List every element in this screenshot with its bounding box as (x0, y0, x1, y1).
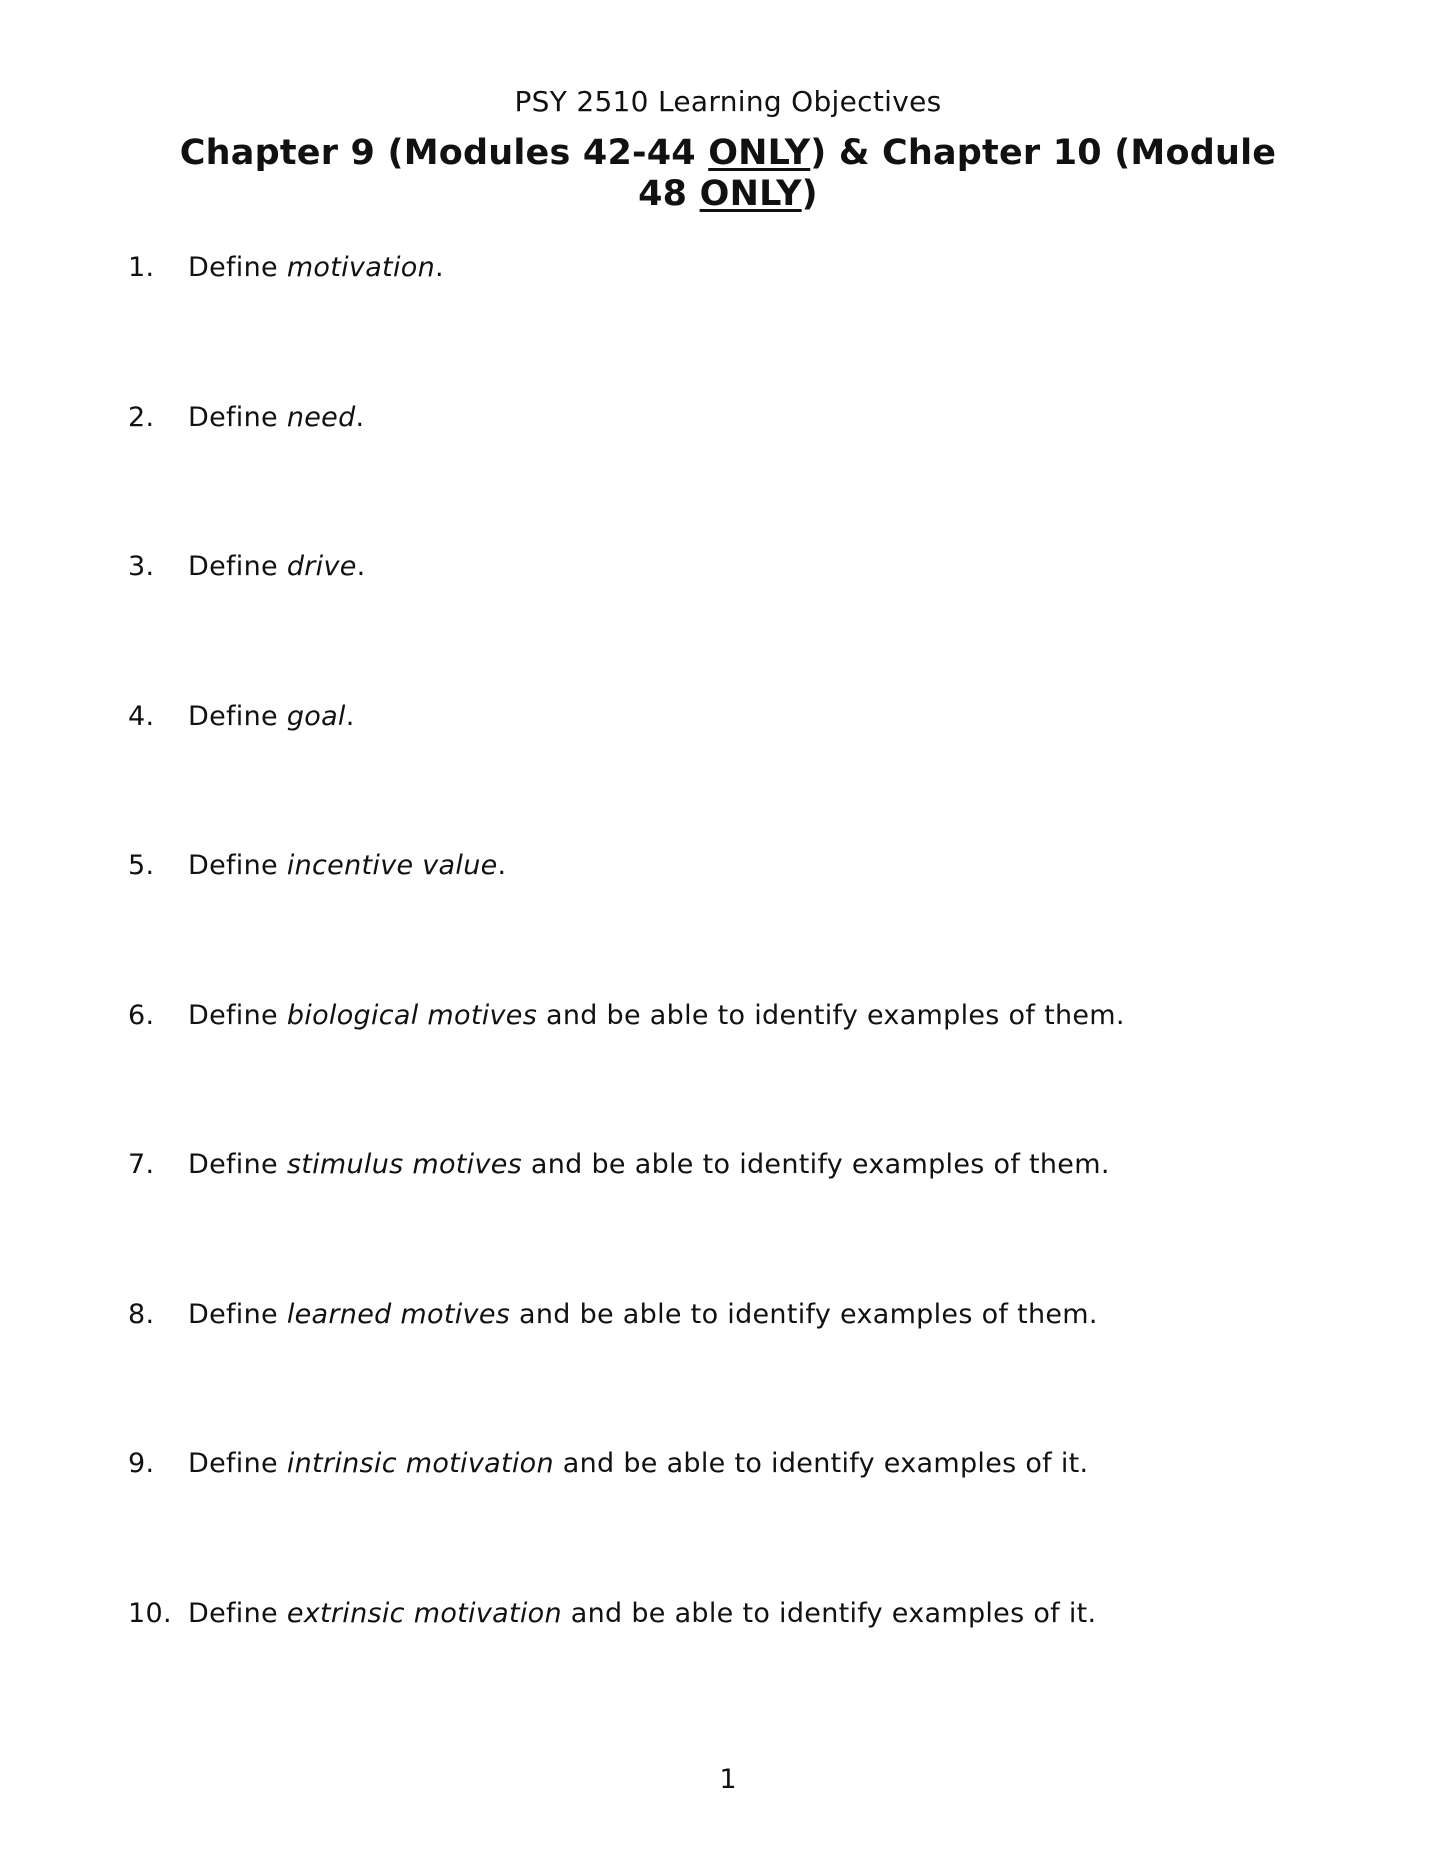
objective-number: 3. (128, 551, 155, 582)
chapter-heading (150, 133, 1306, 215)
objective-rest: . (497, 850, 507, 881)
objective-term: goal (286, 700, 346, 732)
objective-term: need (286, 401, 356, 433)
objective-term: drive (286, 551, 357, 582)
objective-term: biological motives (286, 999, 538, 1031)
objective-text (188, 1596, 1096, 1632)
objective-number: 4. (128, 700, 155, 732)
course-title: PSY 2510 Learning Objectives (514, 85, 942, 118)
objective-lead: Define (188, 999, 287, 1031)
objective-text (188, 699, 355, 735)
objective-text (188, 1446, 1088, 1482)
heading-part-1: Chapter 9 (Modules 42-44 (179, 133, 709, 173)
objective-rest: and be able to identify examples of it. (553, 1448, 1089, 1479)
objective-number: 5. (128, 850, 155, 881)
objective-number: 7. (128, 1149, 155, 1180)
objective-item (128, 250, 1328, 400)
objective-number: 2. (128, 401, 155, 433)
objective-lead: Define (188, 1448, 287, 1479)
objective-rest: and be able to identify examples of them. (522, 1149, 1110, 1180)
objective-number: 9. (128, 1448, 155, 1479)
objective-item (128, 549, 1328, 699)
objective-item (128, 699, 1328, 849)
heading-part-2: ) & Chapter 10 (Module 48 (638, 133, 1277, 214)
objective-item (128, 1147, 1328, 1297)
objective-number: 1. (128, 252, 155, 283)
objective-item (128, 1297, 1328, 1447)
objective-lead: Define (188, 1298, 287, 1330)
objective-lead: Define (188, 700, 287, 732)
objective-text (188, 1147, 1110, 1183)
heading-only-1: ONLY (708, 133, 811, 173)
objective-rest: and be able to identify examples of them. (510, 1298, 1098, 1330)
heading-only-2: ONLY (699, 174, 802, 214)
objective-rest: . (434, 252, 444, 283)
objective-item (128, 848, 1328, 998)
objective-lead: Define (188, 850, 287, 881)
objective-text (188, 549, 366, 585)
heading-part-3: ) (801, 174, 818, 214)
objective-number: 10. (128, 1597, 172, 1629)
objective-number: 8. (128, 1298, 155, 1330)
objective-text (188, 998, 1125, 1034)
objective-rest: . (356, 551, 366, 582)
objective-term: motivation (286, 252, 435, 283)
objective-term: incentive value (286, 850, 498, 881)
objective-rest: and be able to identify examples of them. (537, 999, 1125, 1031)
objective-term: stimulus motives (286, 1149, 523, 1180)
objective-term: learned motives (286, 1298, 511, 1330)
objective-lead: Define (188, 551, 287, 582)
objectives-list (128, 250, 1328, 1745)
objective-rest: . (355, 401, 365, 433)
objective-text (188, 400, 364, 436)
objective-rest: . (345, 700, 355, 732)
objective-lead: Define (188, 1597, 287, 1629)
objective-lead: Define (188, 252, 287, 283)
objective-term: intrinsic motivation (286, 1448, 554, 1479)
objective-item (128, 998, 1328, 1148)
objective-lead: Define (188, 1149, 287, 1180)
objective-item (128, 1596, 1328, 1746)
page-number: 1 (719, 1764, 737, 1795)
objective-item (128, 400, 1328, 550)
objective-number: 6. (128, 999, 155, 1031)
objective-rest: and be able to identify examples of it. (561, 1597, 1097, 1629)
objective-item (128, 1446, 1328, 1596)
objective-text (188, 250, 444, 286)
objective-text (188, 848, 506, 884)
objective-text (188, 1297, 1098, 1333)
objective-lead: Define (188, 401, 287, 433)
objective-term: extrinsic motivation (286, 1597, 562, 1629)
